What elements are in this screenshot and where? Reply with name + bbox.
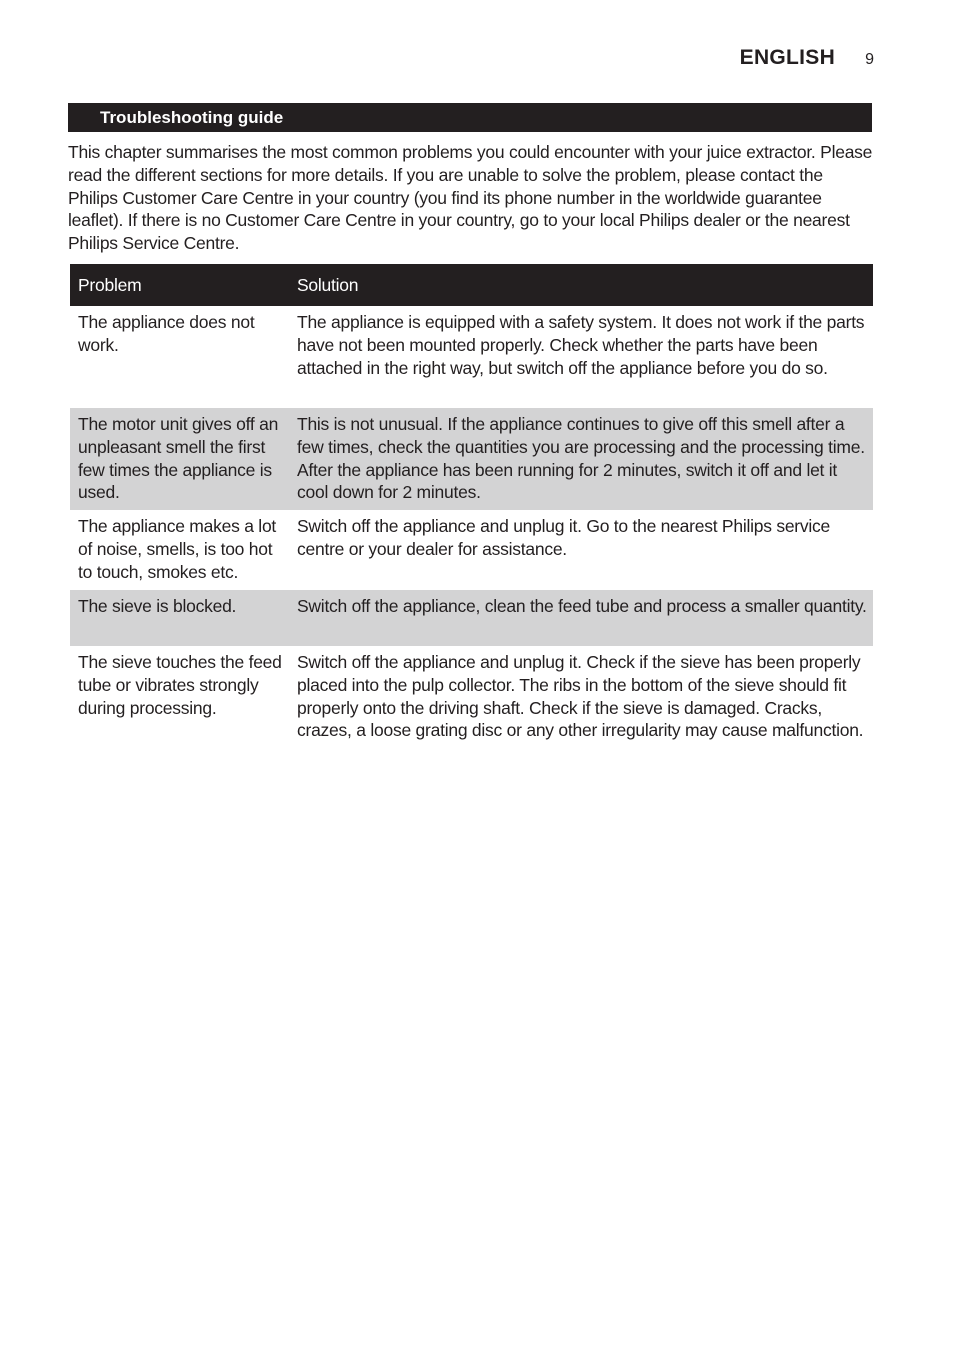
intro-paragraph: This chapter summarises the most common problems you could encounter with your juice extractor. Please read the different sections for more details. If you are unable to solve the problem, please contact the Philips Customer Care Centre in your country (you find its phone number in the worldwide guarantee leaflet). If there is no Customer Care Centre in your country, go to your local Philips dealer or the nearest Philips Service Centre. [68,142,873,254]
solution-cell: This is not unusual. If the appliance continues to give off this smell after a few times, check the quantities you are processing and the processing time. After the appliance has been running for 2 minutes, switch it off and let it cool down for 2 minutes. [289,408,873,510]
problem-cell: The appliance makes a lot of noise, smells, is too hot to touch, smokes etc. [78,516,277,582]
table-row [70,646,873,747]
solution-cell: The appliance is equipped with a safety system. It does not work if the parts have not been mounted properly. Check whether the parts have been attached in the right way, but switch off the appliance before you do so. [297,312,865,378]
problem-cell: The motor unit gives off an unpleasant smell the first few times the appliance is used. [70,408,289,510]
table-row [70,510,873,590]
solution-cell: Switch off the appliance and unplug it. Go to the nearest Philips service centre or your dealer for assistance. [297,516,831,559]
table-row [70,306,873,408]
section-title: Troubleshooting guide [100,108,284,127]
table-row [70,590,873,646]
header-problem: Problem [70,264,289,306]
table-row [70,408,873,510]
solution-cell: Switch off the appliance, clean the feed tube and process a smaller quantity. [289,590,873,646]
troubleshooting-table [70,264,873,747]
page-header [740,46,874,70]
problem-cell: The sieve is blocked. [70,590,289,646]
solution-cell: Switch off the appliance and unplug it. Check if the sieve has been properly placed into the pulp collector. The ribs in the bottom of the sieve should fit properly onto the driving shaft. Check if the sieve is damaged. Cracks, crazes, a loose grating disc or any other irregularity may cause malfunction. [297,652,864,741]
language-label: ENGLISH [739,46,836,69]
problem-cell: The appliance does not work. [78,312,255,355]
section-title-bar [68,103,872,132]
page-number: 9 [865,51,874,68]
table-header-row [70,264,873,306]
header-solution: Solution [289,264,873,306]
problem-cell: The sieve touches the feed tube or vibrates strongly during processing. [78,652,282,718]
